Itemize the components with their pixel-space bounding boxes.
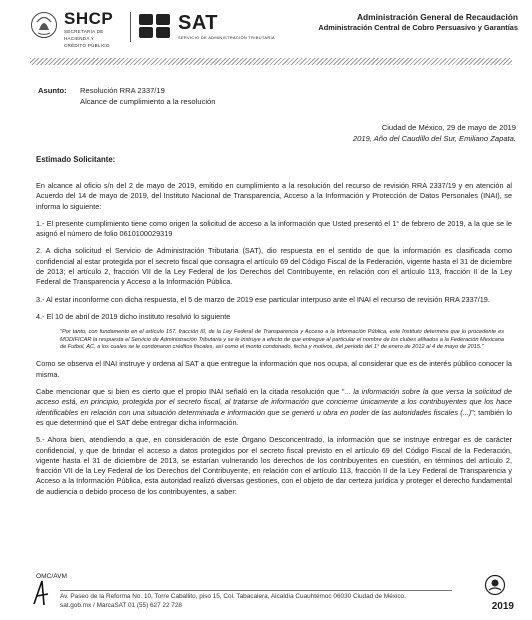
administration-heading — [318, 12, 518, 33]
mention-tail: "; también lo es que determinó que el SAT debe entregar dicha información. — [36, 407, 513, 427]
initials: OMC/AVM — [36, 573, 68, 580]
mention-quote: ... la información sobre la que versa la solicitud de acceso está, en principio, protegida por el secreto fiscal, al tratarse de información que concierne únicamente a los contribuyentes que los hace identificables en relación con una situación determinada e información que se generó u obra en poder de las autoridades fiscales (...) — [36, 387, 512, 417]
paragraph-intro: En alcance al oficio s/n del 2 de mayo de 2019, emitido en cumplimiento a la resolución del recurso de revisión RRA 2337/19 y en atención al Acuerdo del 14 de mayo de 2019, del Instituto Nacional de Transparencia, Acceso a la Información y Protección de Datos Personales (INAI), se informa lo siguiente: — [36, 181, 512, 211]
header-divider — [130, 12, 131, 42]
date-line: Ciudad de México, 29 de mayo de 2019 — [381, 123, 516, 132]
admin-line-1: Administración General de Recaudación — [356, 12, 518, 22]
eagle-emblem-icon — [30, 10, 58, 40]
footer-year: 2019 — [491, 601, 514, 612]
admin-line-2: Administración Central de Cobro Persuasivo y Garantías — [318, 23, 518, 32]
paragraph-point-1: 1.- El presente cumplimiento tiene como origen la solicitud de acceso a la información que Usted presentó el 1° de febrero de 2019, a la que se le asignó el número de folio 0610100029319 — [36, 218, 512, 239]
subject-line-2: Alcance de cumplimiento a la resolución — [80, 97, 216, 106]
paragraph-point-2: 2. A dicha solicitud el Servicio de Administración Tributaria (SAT), dio respuesta en el sentido de que la información es clasificada como confidencial al estar protegida por el secreto fiscal que consagra el artículo 69 del Código Fiscal de la Federación, vigente hasta el 31 de diciembre de 2013; el artículo 2, fracción VII de la Ley Federal de los Derechos del Contribuyente, en relación con el artículo 113, fracción II de la Ley Federal de Transparencia y Acceso a la Información Pública. — [36, 246, 512, 287]
footer-contact: sat.gob.mx / MarcaSAT 01 (55) 627 22 728 — [60, 602, 182, 609]
footer-address: Av. Paseo de la Reforma No. 10, Torre Caballito, piso 15, Col. Tabacalera, Alcaldía Cuauhtémoc 06030 Ciudad de México. — [60, 593, 406, 600]
letter-body — [36, 181, 512, 504]
paragraph-point-5: 5.- Ahora bien, atendiendo a que, en consideración de este Órgano Desconcentrado, la información que se instruye entregar es de carácter confidencial, y que de brindar el acceso a datos protegidos por el secreto fiscal previsto en el artículo 69 del Código Fiscal de la Federación, vigente hasta el 31 de diciembre de 2013, se estarían vulnerando los derechos de los contribuyentes en cuestión, en términos del artículo 2, fracción VII de la Ley Federal de los Derechos del Contribuyente, en relación con el artículo 113, fracción II de la Ley Federal de Transparencia y Acceso a la Información Pública, esta autoridad realizó diversas gestiones, con el objeto de dar certeza jurídica y proteger el derecho fundamental de audiencia o debido proceso de los contribuyentes, a saber: — [36, 435, 512, 496]
resolution-quote: "Por tanto, con fundamento en el artículo 157, fracción III, de la Ley Federal de Transparencia y Acceso a la Información Pública, este Instituto determina que lo procedente es MODIFICAR la respuesta el Servicio de Administración Tributaria y se le instruye a efecto de que entregue al particular el nombre de los clubes afiliados a la Federación Mexicana de Futbol, AC, a los cuales se le condonaron créditos fiscales, así como el monto condonado, fecha y motivos, del periodo del 1° de enero de 2012 al 4 de mayo de 2015." — [60, 329, 504, 351]
commemorative-seal-icon — [484, 574, 506, 596]
subject-label: Asunto: — [38, 86, 67, 95]
shcp-logo — [30, 10, 113, 48]
subject-line-1: Resolución RRA 2337/19 — [80, 86, 165, 95]
mention-lead: Cabe mencionar que si bien es cierto que el propio INAI señaló en la citada resolución que " — [36, 387, 345, 397]
shcp-subtitle-1: SECRETARÍA DE — [64, 29, 104, 34]
footer-address-block — [60, 592, 406, 610]
sat-title: SAT — [178, 11, 219, 34]
handwritten-mark-icon — [30, 578, 54, 608]
footer-divider — [60, 590, 452, 591]
shcp-title: SHCP — [64, 9, 114, 28]
paragraph-point-4: 4.- El 10 de abril de 2019 dicho instituto resolvió lo siguiente — [36, 311, 231, 321]
subject-block — [38, 85, 216, 107]
date-block — [353, 122, 516, 144]
shcp-subtitle-3: CRÉDITO PÚBLICO — [64, 43, 110, 48]
sat-logo — [138, 12, 275, 40]
shcp-subtitle-2: HACIENDA Y — [64, 36, 95, 41]
paragraph-observation: Como se observa el INAI instruye y ordena al SAT a que entregue la información que nos ocupa, al considerar que es de interés público conocer la misma. — [36, 359, 512, 379]
year-motto: 2019, Año del Caudillo del Sur, Emiliano Zapata. — [352, 134, 516, 143]
sat-mark-icon — [138, 12, 172, 40]
hatched-divider — [30, 58, 512, 65]
paragraph-point-3: 3.- Al estar inconforme con dicha respuesta, el 5 de marzo de 2019 ese particular interpuso ante el INAI el recurso de revisión RRA 2337/19. — [36, 294, 490, 304]
paragraph-mention — [36, 387, 512, 428]
sat-subtitle: SERVICIO DE ADMINISTRACIÓN TRIBUTARIA — [178, 34, 275, 40]
salutation: Estimado Solicitante: — [36, 155, 116, 164]
